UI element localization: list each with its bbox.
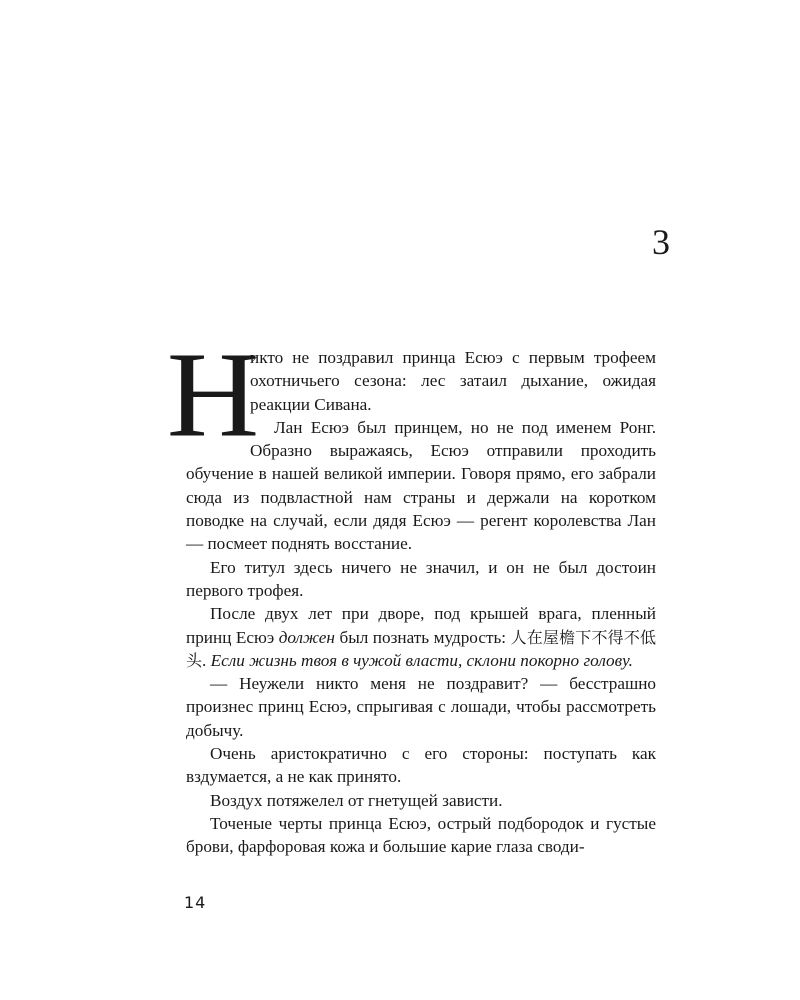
- paragraph-2: Лан Есюэ был принцем, но не под именем Ронг. Образно выражаясь, Есюэ отправили проходить обучение в нашей великой империи. Говоря прямо, его забрали сюда из подвластной нам страны и держали на коротком поводке на случай, если дядя Есюэ — регент королевства Лан — посмеет поднять восстание.: [186, 417, 656, 554]
- chapter-body: [166, 328, 656, 859]
- paragraph-8: Точеные черты принца Есюэ, острый подбородок и густые брови, фарфоровая кожа и большие карие глаза своди-: [186, 813, 656, 857]
- paragraph-4-part-3: .: [202, 650, 211, 670]
- drop-cap: [166, 328, 260, 463]
- paragraph-5: — Неужели никто меня не поздравит? — бесстрашно произнес принц Есюэ, спрыгивая с лошади, чтобы рассмотреть добычу.: [186, 674, 656, 740]
- paragraph-3: Его титул здесь ничего не значил, и он не был достоин первого трофея.: [186, 557, 656, 600]
- chapter-number: 3: [652, 222, 670, 262]
- paragraph-4: [186, 602, 656, 672]
- paragraph-4-emphasis-2: Если жизнь твоя в чужой власти, склони покорно голову.: [210, 650, 633, 670]
- paragraph-4-emphasis-1: должен: [278, 627, 335, 647]
- paragraph-1: икто не поздравил принца Есюэ с первым трофеем охотничьего сезона: лес затаил дыхание, ожидая реакции Сивана.: [250, 348, 656, 414]
- drop-cap-letter: Н: [166, 328, 260, 463]
- paragraph-4-part-1: После двух лет при дворе, под крышей врага, пленный принц Есюэ: [186, 604, 656, 647]
- drop-cap-glyph: [166, 328, 260, 463]
- paragraph-6: Очень аристократично с его стороны: поступать как вздумается, а не как принято.: [186, 744, 656, 787]
- paragraph-4-part-2: был познать мудрость:: [334, 627, 511, 647]
- paragraph-7: Воздух потяжелел от гнетущей зависти.: [210, 790, 503, 810]
- chinese-proverb: 人在屋檐下不得不低头: [186, 627, 656, 670]
- page-number: 14: [184, 893, 207, 912]
